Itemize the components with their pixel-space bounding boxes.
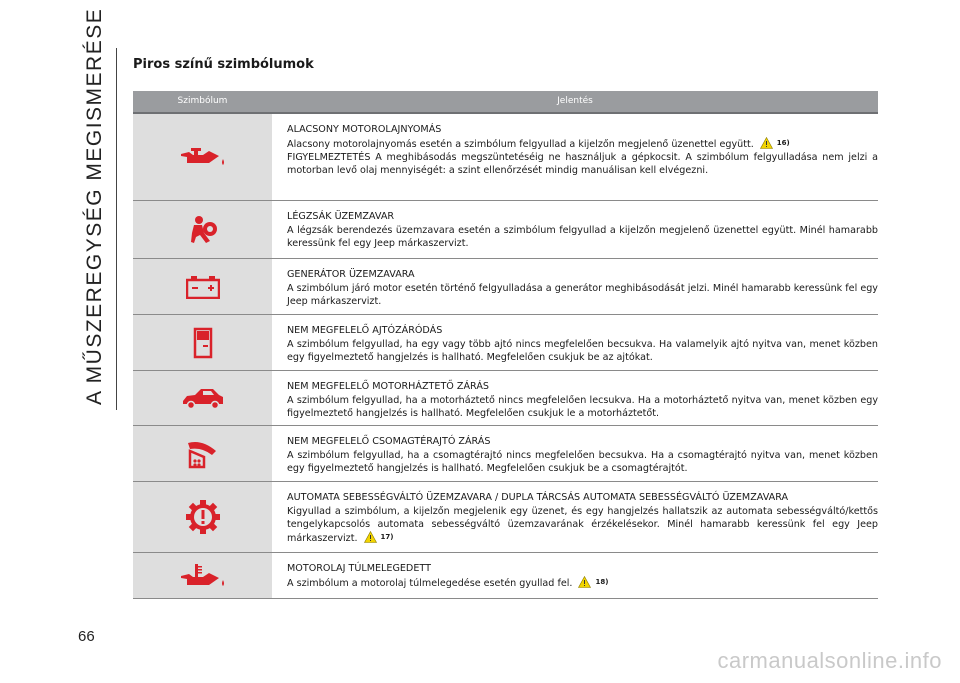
row-text: A szimbólum felgyullad, ha egy vagy több ajtó nincs megfelelően becsukva. Ha valamelyik ajtó nyitva van, menet közben egy figyelmeztető hangjelzés is hallható. Megfelelően csukjuk be az ajtókat. <box>287 339 878 363</box>
row-warning-text: FIGYELMEZTETÉS A meghibásodás megszüntetéséig ne használjuk a gépkocsit. A szimbólum felgyulladása nem jelzi a motorban levő olaj mennyiségét: a szint ellenőrzését mindig manuálisan kell elvégezni. <box>287 152 878 176</box>
table-row <box>133 259 878 315</box>
warning-triangle-icon <box>364 531 377 543</box>
row-heading: NEM MEGFELELŐ CSOMAGTÉRAJTÓ ZÁRÁS <box>287 436 491 447</box>
row-heading: NEM MEGFELELŐ MOTORHÁZTETŐ ZÁRÁS <box>287 381 489 392</box>
door-open-icon <box>192 327 214 359</box>
warning-triangle-icon <box>760 137 773 149</box>
transmission-fault-icon <box>186 500 220 534</box>
warning-triangle-icon <box>578 576 591 588</box>
symbols-table <box>133 91 878 599</box>
table-row <box>133 371 878 426</box>
oil-overheat-icon <box>179 562 227 590</box>
trunk-open-icon <box>186 437 220 471</box>
airbag-icon <box>188 215 218 245</box>
row-heading: ALACSONY MOTOROLAJNYOMÁS <box>287 124 442 135</box>
row-heading: AUTOMATA SEBESSÉGVÁLTÓ ÜZEMZAVARA / DUPLA TÁRCSÁS AUTOMATA SEBESSÉGVÁLTÓ ÜZEMZAVARA <box>287 492 789 503</box>
row-heading: GENERÁTOR ÜZEMZAVARA <box>287 269 415 280</box>
row-text: A szimbólum felgyullad, ha a motorháztető nincs megfelelően lecsukva. Ha a motorháztető nyitva van, menet közben egy figyelmeztető hangjelzés is hallható. Megfelelően csukjuk le a motorháztetőt. <box>287 395 878 419</box>
section-title: Piros színű szimbólumok <box>133 57 314 72</box>
table-header <box>133 91 878 114</box>
table-row <box>133 114 878 201</box>
footnote-ref: 16) <box>776 139 790 147</box>
row-text: A légzsák berendezés üzemzavara esetén a szimbólum felgyullad a kijelzőn megjelenő üzenettel együtt. Minél hamarabb keressünk fel egy Jeep márkaszervizt. <box>287 225 878 249</box>
row-heading: MOTOROLAJ TÚLMELEGEDETT <box>287 563 431 574</box>
row-heading: NEM MEGFELELŐ AJTÓZÁRÓDÁS <box>287 325 443 336</box>
row-text: Alacsony motorolajnyomás esetén a szimbólum felgyullad a kijelzőn megjelenő üzenettel együtt. <box>287 139 754 150</box>
table-row <box>133 482 878 553</box>
table-row <box>133 426 878 482</box>
header-symbol: Szimbólum <box>177 96 228 106</box>
chapter-title: A MŰSZEREGYSÉG MEGISMERÉSE <box>83 7 106 405</box>
oil-pressure-icon <box>179 145 227 169</box>
table-row <box>133 315 878 371</box>
row-text: Kigyullad a szimbólum, a kijelzőn megjelenik egy üzenet, és egy hangjelzés hallatszik az automata sebességváltó/kettős tengelykapcsolós automata sebességváltó üzemzavarának érzékelésekor. Minél hamarabb keressünk fel egy Jeep márkaszervizt. <box>287 506 878 544</box>
row-text: A szimbólum a motorolaj túlmelegedése esetén gyullad fel. <box>287 578 573 589</box>
page-number: 66 <box>78 628 95 645</box>
table-row <box>133 201 878 259</box>
table-row <box>133 553 878 599</box>
watermark: carmanualsonline.info <box>717 648 942 673</box>
hood-open-icon <box>181 386 225 410</box>
row-text: A szimbólum felgyullad, ha a csomagtérajtó nincs megfelelően becsukva. Ha a csomagtérajtó nyitva van, menet közben egy figyelmeztető hangjelzés is hallható. Megfelelően csukjuk be a csomagtérajtót. <box>287 450 878 474</box>
row-text: A szimbólum járó motor esetén történő felgyulladása a generátor meghibásodását jelzi. Minél hamarabb keressünk fel egy Jeep márkaszervizt. <box>287 283 878 307</box>
battery-icon <box>186 275 220 299</box>
footnote-ref: 17) <box>380 533 394 541</box>
row-heading: LÉGZSÁK ÜZEMZAVAR <box>287 211 395 222</box>
header-meaning: Jelentés <box>557 96 593 106</box>
footnote-ref: 18) <box>595 578 609 586</box>
sidebar-rule <box>116 48 117 410</box>
